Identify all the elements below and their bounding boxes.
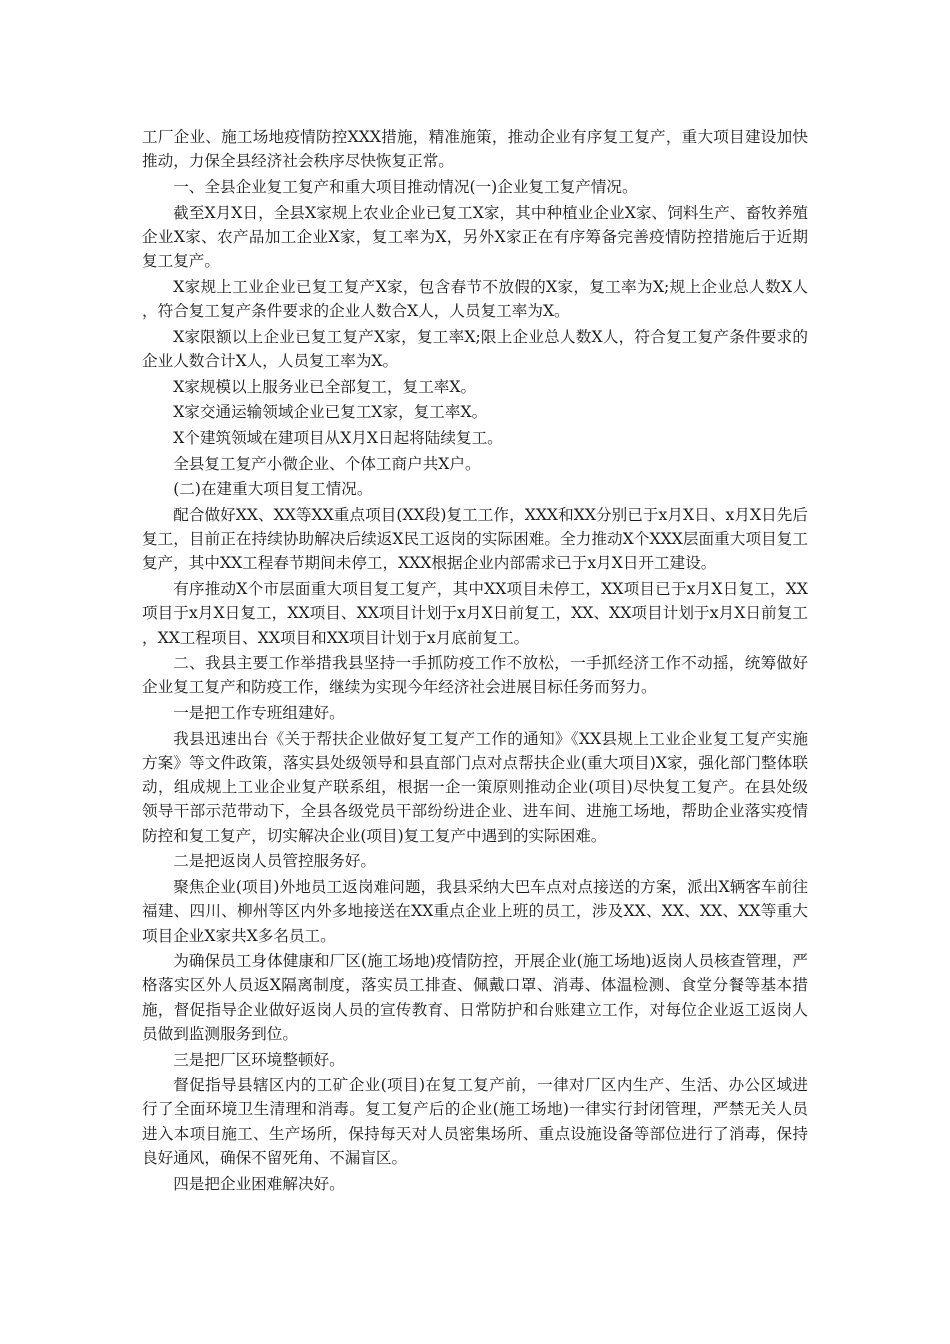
- measure-heading-2: 二是把返岗人员管控服务好。: [173, 852, 376, 871]
- subsection-heading: (二)在建重大项目复工情况。: [173, 480, 373, 499]
- paragraph: 我县迅速出台《关于帮扶企业做好复工复产工作的通知》《XX县规上工业企业复工复产实施方案》等文件政策，落实县处级领导和县直部门点对点帮扶企业(重大项目)X家，强化部门整体联动，组成规上工业企业复产联系组，根据一企一策原则推动企业(项目)尽快复工复产。在县处级领导干部示范带动下，全县各级党员干部纷纷进企业、进车间、进施工场地，帮助企业落实疫情防控和复工复产，切实解决企业(项目)复工复产中遇到的实际困难。: [142, 729, 808, 845]
- measure-heading-1: 一是把工作专班组建好。: [173, 704, 345, 723]
- document-body: [142, 125, 808, 1197]
- paragraph: 截至X月X日，全县X家规上农业企业已复工X家，其中种植业企业X家、饲料生产、畜牧养殖企业X家、农产品加工企业X家，复工率为X，另外X家正在有序筹备完善疫情防控措施后于近期复工复产。: [142, 203, 808, 271]
- section-heading-1: 一、全县企业复工复产和重大项目推动情况(一)企业复工复产情况。: [173, 177, 638, 196]
- paragraph: 有序推动X个市层面重大项目复工复产，其中XX项目未停工，XX项目已于x月X日复工，XX项目于x月X日复工，XX项目、XX项目计划于x月X日前复工，XX、XX项目计划于x月X日前复工，XX工程项目、XX项目和XX项目计划于x月底前复工。: [142, 580, 808, 647]
- paragraph: 聚焦企业(项目)外地员工返岗难问题，我县采纳大巴车点对点接送的方案，派出X辆客车前往福建、四川、柳州等区内外多地接送在XX重点企业上班的员工，涉及XX、XX、XX、XX等重大项目企业X家共X多名员工。: [142, 878, 808, 945]
- paragraph: 为确保员工身体健康和厂区(施工场地)疫情防控，开展企业(施工场地)返岗人员核查管理，严格落实区外人员返X隔离制度，落实员工排查、佩戴口罩、消毒、体温检测、食堂分餐等基本措施，督促指导企业做好返岗人员的宣传教育、日常防护和台账建立工作，对每位企业返工返岗人员做到监测服务到位。: [142, 952, 808, 1043]
- paragraph: X个建筑领域在建项目从X月X日起将陆续复工。: [173, 428, 503, 447]
- paragraph: X家规上工业企业已复工复产X家，包含春节不放假的X家，复工率为X;规上企业总人数X人，符合复工复产条件要求的企业人数合X人，人员复工率为X。: [142, 277, 808, 320]
- paragraph: 督促指导县辖区内的工矿企业(项目)在复工复产前，一律对厂区内生产、生活、办公区域进行了全面环境卫生清理和消毒。复工复产后的企业(施工场地)一律实行封闭管理，严禁无关人员进入本项目施工、生产场所，保持每天对人员密集场所、重点设施设备等部位进行了消毒，保持良好通风，确保不留死角、不漏盲区。: [142, 1076, 808, 1167]
- paragraph: X家交通运输领域企业已复工X家，复工率X。: [173, 403, 488, 422]
- paragraph: 全县复工复产小微企业、个体工商户共X户。: [173, 454, 481, 473]
- paragraph: 配合做好XX、XX等XX重点项目(XX段)复工工作，XXX和XX分别已于x月X日、x月X日先后复工，目前正在持续协助解决后续返X民工返岗的实际困难。全力推动X个XXX层面重大项目复工复产，其中XX工程春节期间未停工，XXX根据企业内部需求已于x月X日开工建设。: [142, 506, 808, 573]
- measure-heading-3: 三是把厂区环境整顿好。: [173, 1050, 345, 1069]
- section-heading-2: 二、我县主要工作举措我县坚持一手抓防疫工作不放松，一手抓经济工作不动摇，统筹做好企业复工复产和防疫工作，继续为实现今年经济社会进展目标任务而努力。: [142, 654, 808, 697]
- measure-heading-4: 四是把企业困难解决好。: [173, 1174, 345, 1193]
- paragraph: X家限额以上企业已复工复产X家，复工率X;限上企业总人数X人，符合复工复产条件要求的企业人数合计X人，人员复工率为X。: [142, 327, 808, 370]
- paragraph-continuation: 工厂企业、施工场地疫情防控XXX措施，精准施策，推动企业有序复工复产，重大项目建设加快推动，力保全县经济社会秩序尽快恢复正常。: [142, 128, 808, 171]
- paragraph: X家规模以上服务业已全部复工，复工率X。: [173, 377, 477, 396]
